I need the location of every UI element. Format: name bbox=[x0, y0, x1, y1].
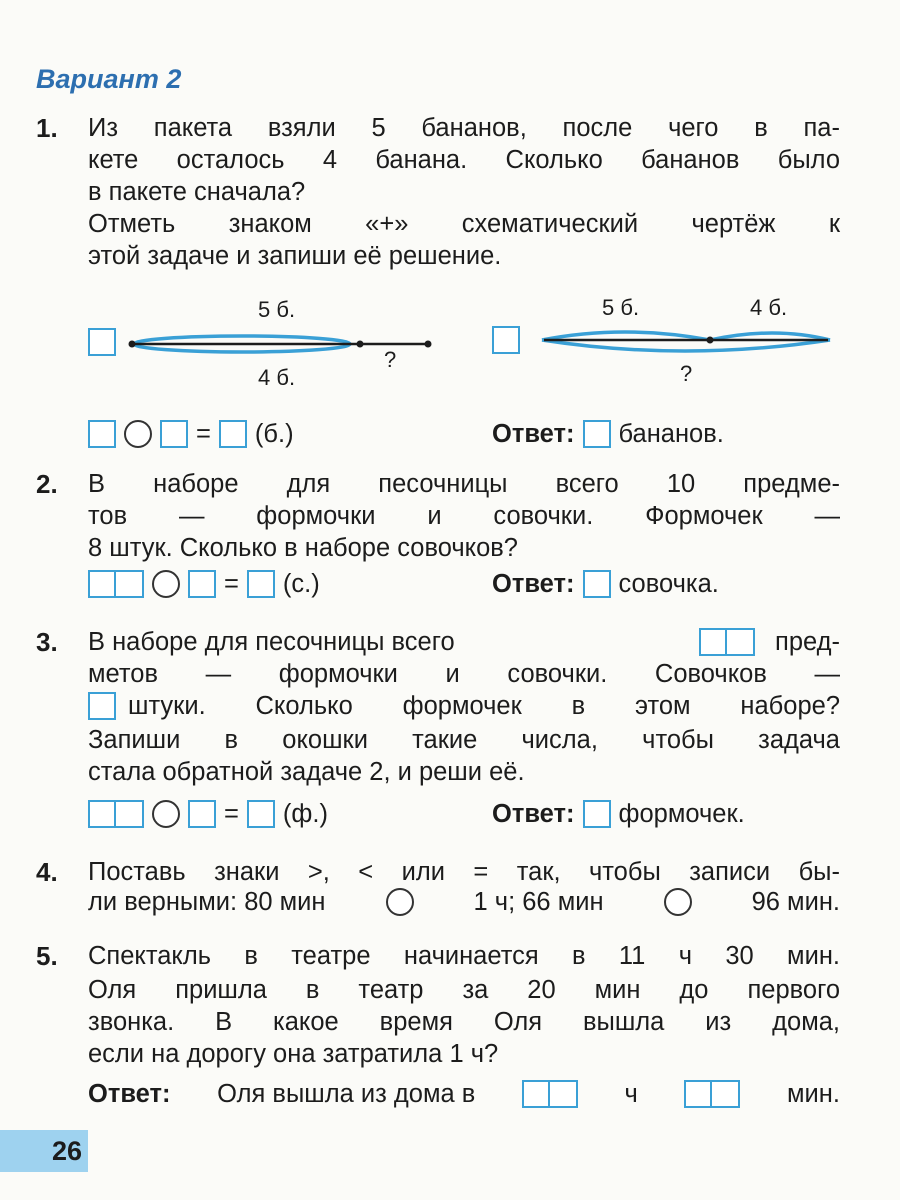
task4-line1: Поставь знаки >, < или = так, чтобы записи бы- bbox=[88, 858, 840, 886]
task5-number: 5. bbox=[36, 941, 58, 971]
task3-line1 bbox=[88, 624, 840, 660]
answer-label: Ответ: bbox=[88, 1080, 171, 1108]
task3-line5: стала обратной задаче 2, и реши её. bbox=[88, 758, 525, 786]
task4-number: 4. bbox=[36, 857, 58, 887]
answer-box[interactable] bbox=[88, 420, 116, 448]
answer-box[interactable] bbox=[88, 692, 116, 720]
two-digit-box[interactable] bbox=[88, 800, 144, 828]
task5-line4: если на дорогу она затратила 1 ч? bbox=[88, 1040, 499, 1068]
diagram-left-question: ? bbox=[384, 347, 397, 372]
task1-answer bbox=[492, 416, 732, 452]
answer-box[interactable] bbox=[583, 570, 611, 598]
diagram-right-question: ? bbox=[680, 361, 693, 386]
answer-label: Ответ: bbox=[492, 570, 575, 598]
diagram-right-label-5: 5 б. bbox=[602, 295, 640, 320]
task1-line4: Отметь знаком «+» схематический чертёж к bbox=[88, 210, 840, 238]
answer-label: Ответ: bbox=[492, 800, 575, 828]
task3-number: 3. bbox=[36, 627, 58, 657]
task4-part-c: 96 мин. bbox=[751, 888, 840, 916]
task5-line1: Спектакль в театре начинается в 11 ч 30 мин. bbox=[88, 942, 840, 970]
answer-label: Ответ: bbox=[492, 420, 575, 448]
task2-line1: В наборе для песочницы всего 10 предме- bbox=[88, 470, 840, 498]
answer-box[interactable] bbox=[247, 570, 275, 598]
task3-equation bbox=[88, 796, 336, 832]
equals-sign: = bbox=[224, 800, 239, 828]
answer-box[interactable] bbox=[583, 800, 611, 828]
diagram-left-bottom-label: 4 б. bbox=[258, 365, 296, 390]
task5-line3: звонка. В какое время Оля вышла из дома, bbox=[88, 1008, 840, 1036]
task2-answer bbox=[492, 566, 727, 602]
task4-part-a: ли верными: 80 мин bbox=[88, 888, 326, 916]
task2-number: 2. bbox=[36, 469, 58, 499]
task1-checkbox-diagram-right[interactable] bbox=[492, 326, 520, 354]
task2-line3: 8 штук. Сколько в наборе совочков? bbox=[88, 534, 518, 562]
answer-box[interactable] bbox=[160, 420, 188, 448]
two-digit-box[interactable] bbox=[699, 628, 755, 656]
task4-line2 bbox=[88, 884, 840, 920]
sign-circle[interactable] bbox=[152, 570, 180, 598]
minutes-unit: мин. bbox=[787, 1080, 840, 1108]
diagram-left-top-label: 5 б. bbox=[258, 297, 296, 322]
two-digit-box[interactable] bbox=[88, 570, 144, 598]
task1-equation bbox=[88, 416, 302, 452]
answer-box[interactable] bbox=[188, 800, 216, 828]
page-number bbox=[0, 1130, 88, 1172]
task3-line1-text: В наборе для песочницы всего bbox=[88, 628, 455, 656]
answer-box[interactable] bbox=[188, 570, 216, 598]
answer-box[interactable] bbox=[247, 800, 275, 828]
unit-label: (б.) bbox=[254, 420, 294, 448]
unit-label: (с.) bbox=[282, 570, 320, 598]
page-title: Вариант 2 bbox=[36, 64, 182, 94]
sign-circle[interactable] bbox=[124, 420, 152, 448]
task3-line2: метов — формочки и совочки. Совочков — bbox=[88, 660, 840, 688]
page-number-text: 26 bbox=[51, 1136, 82, 1166]
task2-equation bbox=[88, 566, 328, 602]
task1-line1: Из пакета взяли 5 бананов, после чего в па- bbox=[88, 114, 840, 142]
hours-box[interactable] bbox=[522, 1080, 578, 1108]
task3-line1-end: пред- bbox=[775, 628, 840, 656]
task5-answer bbox=[88, 1076, 840, 1112]
task1-line5: этой задаче и запиши её решение. bbox=[88, 242, 502, 270]
task1-line3: в пакете сначала? bbox=[88, 178, 306, 206]
equals-sign: = bbox=[224, 570, 239, 598]
task2-line2: тов — формочки и совочки. Формочек — bbox=[88, 502, 840, 530]
minutes-box[interactable] bbox=[684, 1080, 740, 1108]
diagram-right-label-4: 4 б. bbox=[750, 295, 788, 320]
answer-unit: бананов. bbox=[618, 420, 724, 448]
equals-sign: = bbox=[196, 420, 211, 448]
answer-box[interactable] bbox=[583, 420, 611, 448]
task1-checkbox-diagram-left[interactable] bbox=[88, 328, 116, 356]
task3-line3 bbox=[88, 688, 840, 724]
answer-unit: совочка. bbox=[618, 570, 719, 598]
task1-line2: кете осталось 4 банана. Сколько бананов было bbox=[88, 146, 840, 174]
answer-box[interactable] bbox=[219, 420, 247, 448]
task5-line2: Оля пришла в театр за 20 мин до первого bbox=[88, 976, 840, 1004]
task3-line4: Запиши в окошки такие числа, чтобы задача bbox=[88, 726, 840, 754]
sign-circle[interactable] bbox=[664, 888, 692, 916]
answer-unit: формочек. bbox=[618, 800, 745, 828]
hours-unit: ч bbox=[624, 1080, 638, 1108]
task3-line3-text: штуки. Сколько формочек в этом наборе? bbox=[128, 692, 840, 720]
sign-circle[interactable] bbox=[152, 800, 180, 828]
sign-circle[interactable] bbox=[386, 888, 414, 916]
unit-label: (ф.) bbox=[282, 800, 328, 828]
task3-answer bbox=[492, 796, 753, 832]
task1-number: 1. bbox=[36, 113, 58, 143]
task5-answer-text: Оля вышла из дома в bbox=[217, 1080, 476, 1108]
task4-part-b: 1 ч; 66 мин bbox=[473, 888, 604, 916]
